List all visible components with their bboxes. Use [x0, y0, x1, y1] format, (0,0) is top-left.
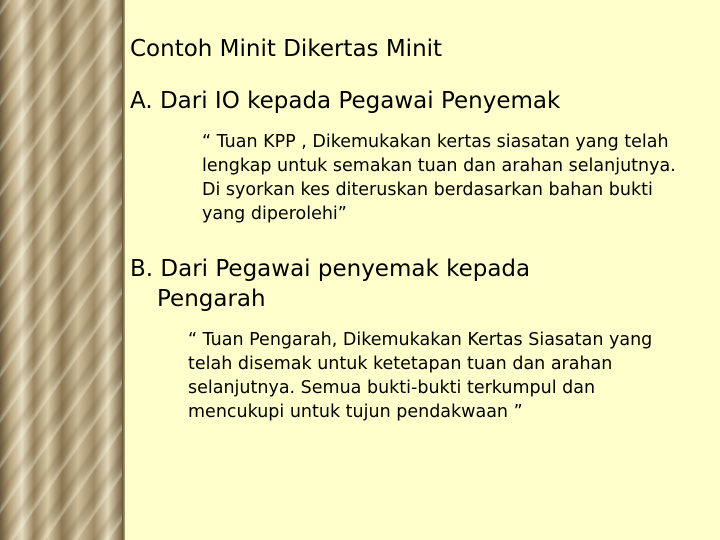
decorative-side-band — [0, 0, 122, 540]
section-a-quote: “ Tuan KPP , Dikemukakan kertas siasatan yang telah lengkap untuk semakan tuan dan arahan selanjutnya. Di syorkan kes diteruskan berdasarkan bahan bukti yang diperolehi” — [202, 132, 676, 224]
section-b-heading — [130, 254, 700, 314]
slide-title: Contoh Minit Dikertas Minit — [130, 36, 443, 62]
section-b-heading-line2: Pengarah — [157, 286, 266, 312]
section-b-heading-line1: B. Dari Pegawai penyemak kepada — [130, 256, 531, 282]
side-band-edge — [122, 0, 125, 540]
section-b-quote: “ Tuan Pengarah, Dikemukakan Kertas Siasatan yang telah disemak untuk ketetapan tuan dan arahan selanjutnya. Semua bukti-bukti terkumpul dan mencukupi untuk tujun pendakwaan ” — [188, 330, 653, 422]
slide-content — [130, 34, 700, 424]
section-a-heading: A. Dari IO kepada Pegawai Penyemak — [130, 88, 561, 114]
